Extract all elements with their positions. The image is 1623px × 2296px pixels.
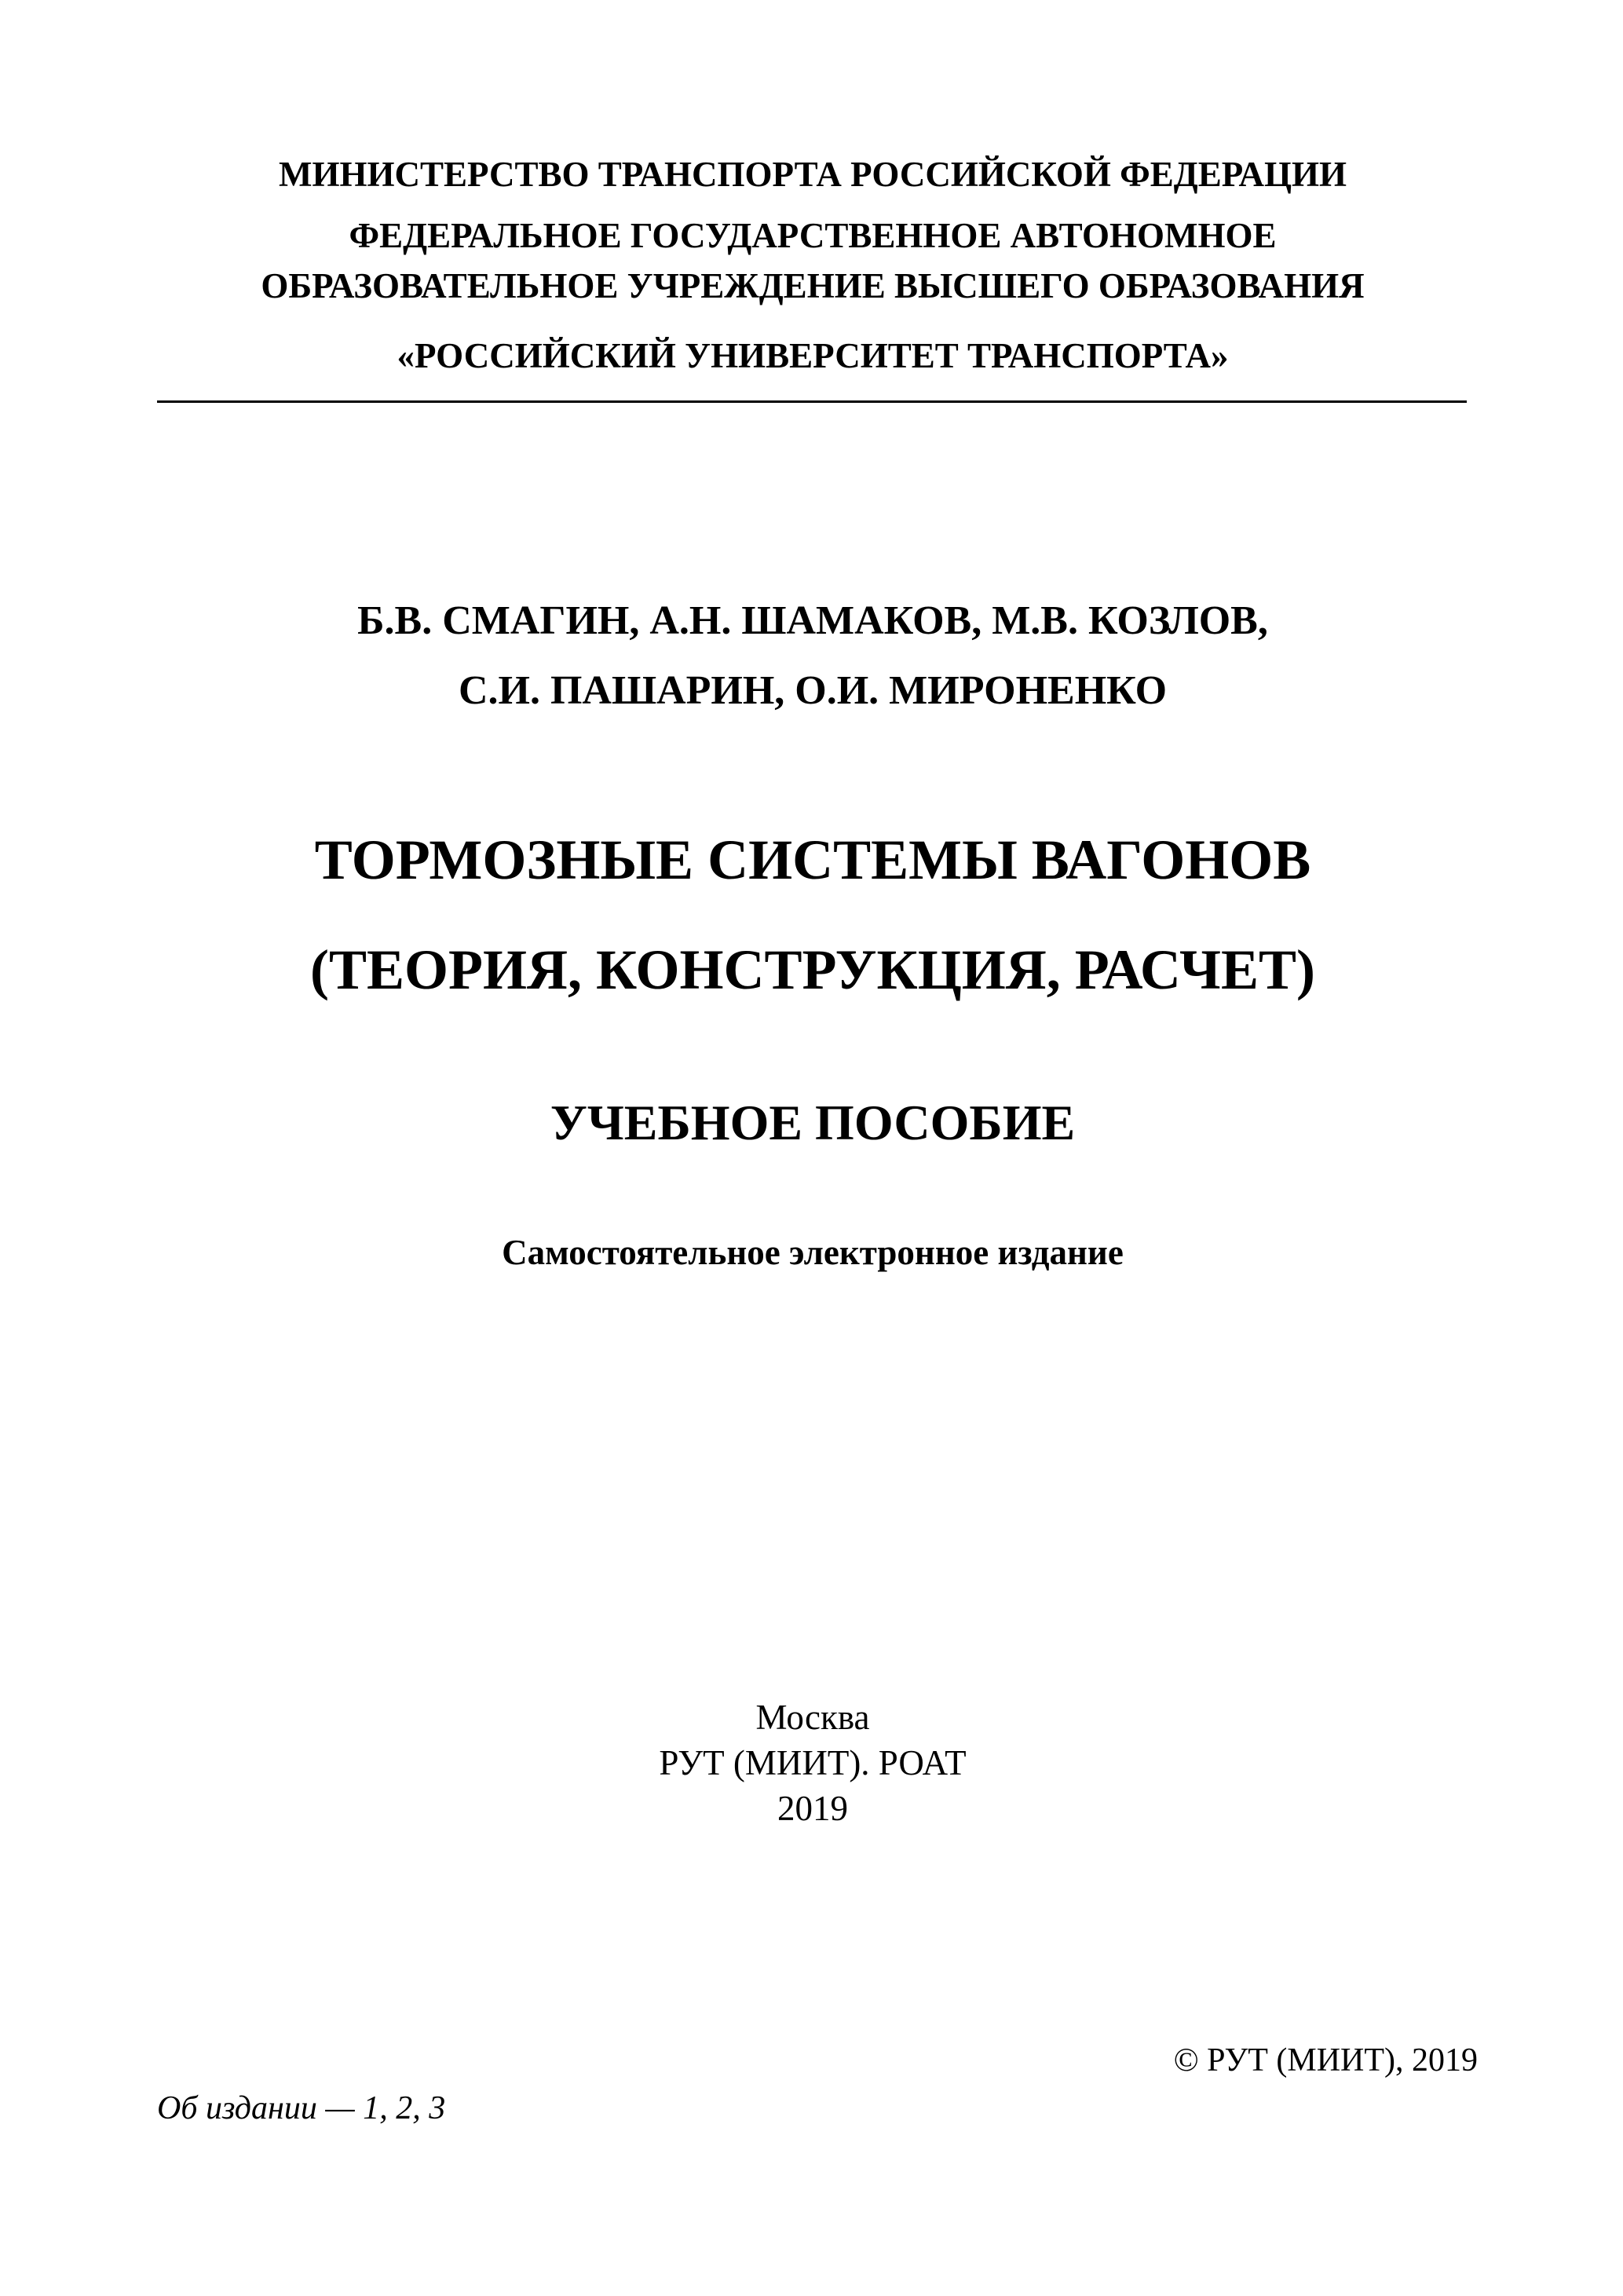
header-divider [157, 400, 1467, 403]
imprint-city: Москва [755, 1698, 870, 1737]
imprint-year: 2019 [777, 1789, 848, 1828]
authors-line-2: С.И. ПАШАРИН, О.И. МИРОНЕНКО [458, 668, 1168, 713]
copyright-notice: © РУТ (МИИТ), 2019 [1173, 2042, 1478, 2078]
institution-line-2: ОБРАЗОВАТЕЛЬНОЕ УЧРЕЖДЕНИЕ ВЫСШЕГО ОБРАЗОВАНИЯ [261, 266, 1365, 305]
ministry-line: МИНИСТЕРСТВО ТРАНСПОРТА РОССИЙСКОЙ ФЕДЕРАЦИИ [278, 155, 1347, 194]
university-name: «РОССИЙСКИЙ УНИВЕРСИТЕТ ТРАНСПОРТА» [397, 336, 1229, 375]
book-subtitle: УЧЕБНОЕ ПОСОБИЕ [550, 1095, 1076, 1150]
institution-line-1: ФЕДЕРАЛЬНОЕ ГОСУДАРСТВЕННОЕ АВТОНОМНОЕ [349, 216, 1277, 255]
book-title-line-1: ТОРМОЗНЫЕ СИСТЕМЫ ВАГОНОВ [314, 828, 1311, 891]
edition-note: Самостоятельное электронное издание [502, 1233, 1124, 1272]
about-edition-link[interactable]: Об издании — 1, 2, 3 [157, 2090, 446, 2126]
authors-line-1: Б.В. СМАГИН, А.Н. ШАМАКОВ, М.В. КОЗЛОВ, [357, 598, 1268, 643]
book-title-line-2: (ТЕОРИЯ, КОНСТРУКЦИЯ, РАСЧЕТ) [310, 938, 1315, 1001]
imprint-publisher: РУТ (МИИТ). РОАТ [659, 1743, 967, 1782]
